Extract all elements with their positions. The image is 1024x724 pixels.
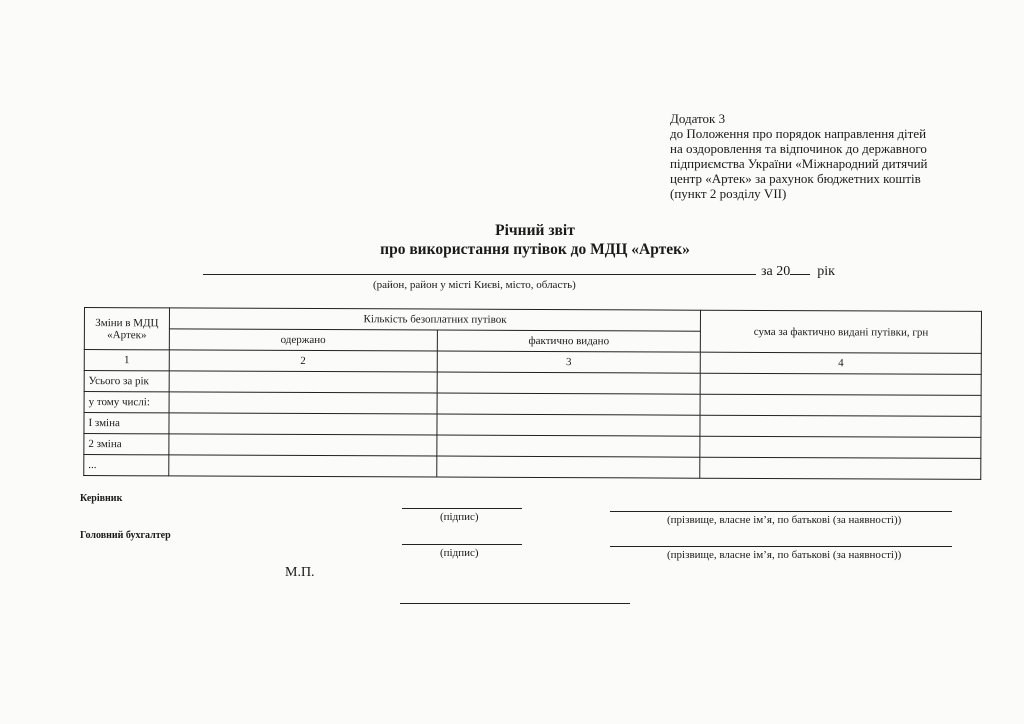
col-group-header: Кількість безоплатних путівок bbox=[169, 308, 700, 331]
accountant-signature-caption: (підпис) bbox=[440, 547, 479, 559]
stamp-label: М.П. bbox=[285, 565, 315, 580]
table-cell[interactable] bbox=[169, 455, 437, 477]
appendix-note bbox=[670, 111, 970, 201]
table-row bbox=[84, 455, 981, 480]
accountant-name-caption: (прізвище, власне ім’я, по батькові (за наявності)) bbox=[667, 549, 902, 561]
table-cell[interactable] bbox=[700, 436, 981, 458]
accountant-name-line[interactable] bbox=[610, 546, 952, 547]
head-name-caption: (прізвище, власне ім’я, по батькові (за наявності)) bbox=[667, 514, 902, 526]
year-suffix: рік bbox=[817, 264, 835, 279]
accountant-signature-line[interactable] bbox=[402, 544, 522, 545]
row-label: ... bbox=[84, 455, 169, 476]
head-label: Керівник bbox=[80, 493, 123, 504]
table-cell[interactable] bbox=[700, 415, 981, 437]
table-cell[interactable] bbox=[700, 394, 981, 416]
table-cell[interactable] bbox=[700, 373, 981, 395]
table-cell[interactable] bbox=[437, 372, 701, 394]
appendix-line: центр «Артек» за рахунок бюджетних коштів bbox=[670, 171, 921, 186]
table-cell[interactable] bbox=[436, 456, 700, 478]
table-cell[interactable] bbox=[169, 413, 437, 435]
col-header-shifts: Зміни в МДЦ «Артек» bbox=[84, 308, 169, 350]
year-prefix: за 20 bbox=[761, 264, 791, 279]
appendix-line: на оздоровлення та відпочинок до державного bbox=[670, 141, 927, 156]
appendix-line: (пункт 2 розділу VII) bbox=[670, 186, 787, 201]
report-title-line1: Річний звіт bbox=[495, 222, 575, 239]
head-name-line[interactable] bbox=[610, 511, 952, 512]
row-label: Усього за рік bbox=[84, 371, 169, 392]
col-number: 2 bbox=[169, 350, 437, 372]
table-cell[interactable] bbox=[169, 392, 437, 414]
table-cell[interactable] bbox=[437, 414, 701, 436]
year-blank-field[interactable] bbox=[790, 263, 810, 275]
head-signature-caption: (підпис) bbox=[440, 511, 479, 523]
report-year bbox=[761, 263, 835, 280]
col-header-sum: сума за фактично видані путівки, грн bbox=[701, 310, 982, 353]
table-cell[interactable] bbox=[437, 393, 701, 415]
stamp-line[interactable] bbox=[400, 603, 630, 604]
table-cell[interactable] bbox=[700, 457, 981, 479]
row-label: І зміна bbox=[84, 413, 169, 434]
appendix-line: підприємства України «Міжнародний дитячий bbox=[670, 156, 928, 171]
district-caption: (район, район у місті Києві, місто, область) bbox=[373, 279, 576, 291]
appendix-line: Додаток 3 bbox=[670, 111, 726, 126]
col-number: 1 bbox=[84, 350, 169, 371]
row-label: у тому числі: bbox=[84, 392, 169, 413]
table-cell[interactable] bbox=[436, 435, 700, 457]
district-input-line[interactable] bbox=[203, 274, 756, 275]
appendix-line: до Положення про порядок направлення дітей bbox=[670, 126, 927, 141]
row-label: 2 зміна bbox=[84, 434, 169, 455]
table-cell[interactable] bbox=[169, 434, 437, 456]
report-title-line2: про використання путівок до МДЦ «Артек» bbox=[380, 241, 690, 258]
col-number: 3 bbox=[437, 351, 701, 373]
head-signature-line[interactable] bbox=[402, 508, 522, 509]
col-header-received: одержано bbox=[169, 329, 437, 351]
col-number: 4 bbox=[701, 352, 982, 374]
vouchers-table bbox=[83, 307, 982, 480]
accountant-label: Головний бухгалтер bbox=[80, 530, 171, 541]
report-title bbox=[330, 221, 740, 259]
table-cell[interactable] bbox=[169, 371, 437, 393]
col-header-issued: фактично видано bbox=[437, 330, 701, 352]
